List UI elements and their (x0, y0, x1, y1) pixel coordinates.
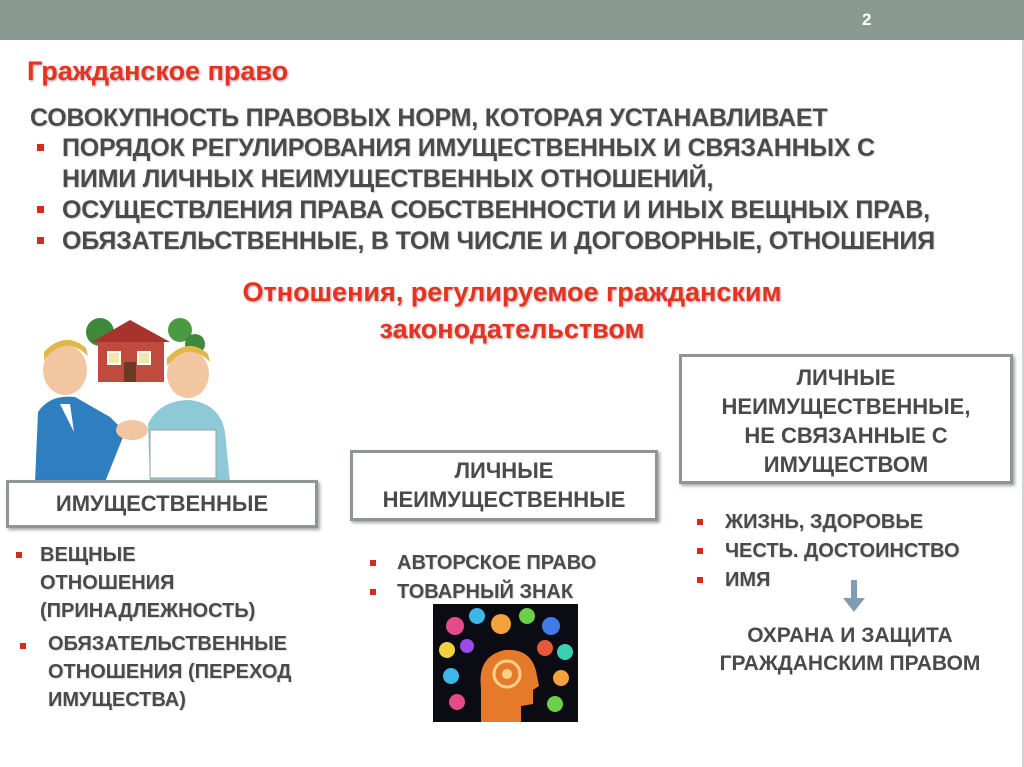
bullet-icon (37, 237, 44, 244)
property-item-obligation: ОБЯЗАТЕЛЬСТВЕННЫЕ ОТНОШЕНИЯ (ПЕРЕХОД ИМУЩЕСТВА) (48, 633, 292, 711)
personal-unrelated-label-1: ЛИЧНЫЕ (796, 365, 896, 390)
bullet-icon (16, 552, 22, 558)
personal-relations-box (350, 450, 658, 521)
subtitle-line-1: Отношения, регулируемое гражданским (242, 277, 782, 307)
definition-intro: СОВОКУПНОСТЬ ПРАВОВЫХ НОРМ, КОТОРАЯ УСТАНАВЛИВАЕТ (30, 104, 828, 132)
bullet-icon (37, 206, 44, 213)
unrelated-item: ЧЕСТЬ. ДОСТОИНСТВО (725, 540, 960, 562)
personal-relations-label-2: НЕИМУЩЕСТВЕННЫЕ (382, 487, 626, 512)
personal-item: АВТОРСКОЕ ПРАВО (397, 552, 597, 574)
definition-item-continued: НИМИ ЛИЧНЫХ НЕИМУЩЕСТВЕННЫХ ОТНОШЕНИЙ, (62, 165, 714, 193)
personal-unrelated-label-2: НЕИМУЩЕСТВЕННЫЕ, (721, 394, 971, 419)
creative-brain-illustration (433, 604, 578, 722)
subtitle-line-2: законодательством (379, 314, 645, 344)
personal-unrelated-label-3: НЕ СВЯЗАННЫЕ С (744, 423, 948, 448)
bullet-icon (37, 144, 44, 151)
arrow-down-icon (843, 580, 865, 614)
personal-unrelated-label-4: ИМУЩЕСТВОМ (763, 452, 929, 477)
bullet-icon (20, 643, 26, 649)
definition-item: ОСУЩЕСТВЛЕНИЯ ПРАВА СОБСТВЕННОСТИ И ИНЫХ ВЕЩНЫХ ПРАВ, (62, 196, 930, 224)
unrelated-item: ИМЯ (725, 569, 771, 591)
personal-relations-label-1: ЛИЧНЫЕ (454, 458, 554, 483)
handshake-house-illustration (30, 312, 240, 482)
unrelated-item: ЖИЗНЬ, ЗДОРОВЬЕ (725, 511, 924, 533)
slide-title: Гражданское право (27, 56, 289, 86)
bullet-icon (697, 548, 703, 554)
protection-text: ОХРАНА И ЗАЩИТА ГРАЖДАНСКИМ ПРАВОМ (719, 624, 981, 675)
property-relations-box (6, 480, 318, 528)
definition-item: ОБЯЗАТЕЛЬСТВЕННЫЕ, В ТОМ ЧИСЛЕ И ДОГОВОРНЫЕ, ОТНОШЕНИЯ (62, 227, 935, 255)
personal-item: ТОВАРНЫЙ ЗНАК (397, 581, 574, 603)
property-relations-label: ИМУЩЕСТВЕННЫЕ (55, 491, 269, 516)
bullet-icon (370, 589, 376, 595)
bullet-icon (697, 577, 703, 583)
personal-unrelated-box (679, 354, 1013, 484)
bullet-icon (370, 560, 376, 566)
bullet-icon (697, 519, 703, 525)
property-item-real: ВЕЩНЫЕ ОТНОШЕНИЯ (ПРИНАДЛЕЖНОСТЬ) (40, 544, 256, 622)
definition-item: ПОРЯДОК РЕГУЛИРОВАНИЯ ИМУЩЕСТВЕННЫХ И СВЯЗАННЫХ С (62, 134, 875, 162)
slide-number: 2 (862, 10, 872, 29)
